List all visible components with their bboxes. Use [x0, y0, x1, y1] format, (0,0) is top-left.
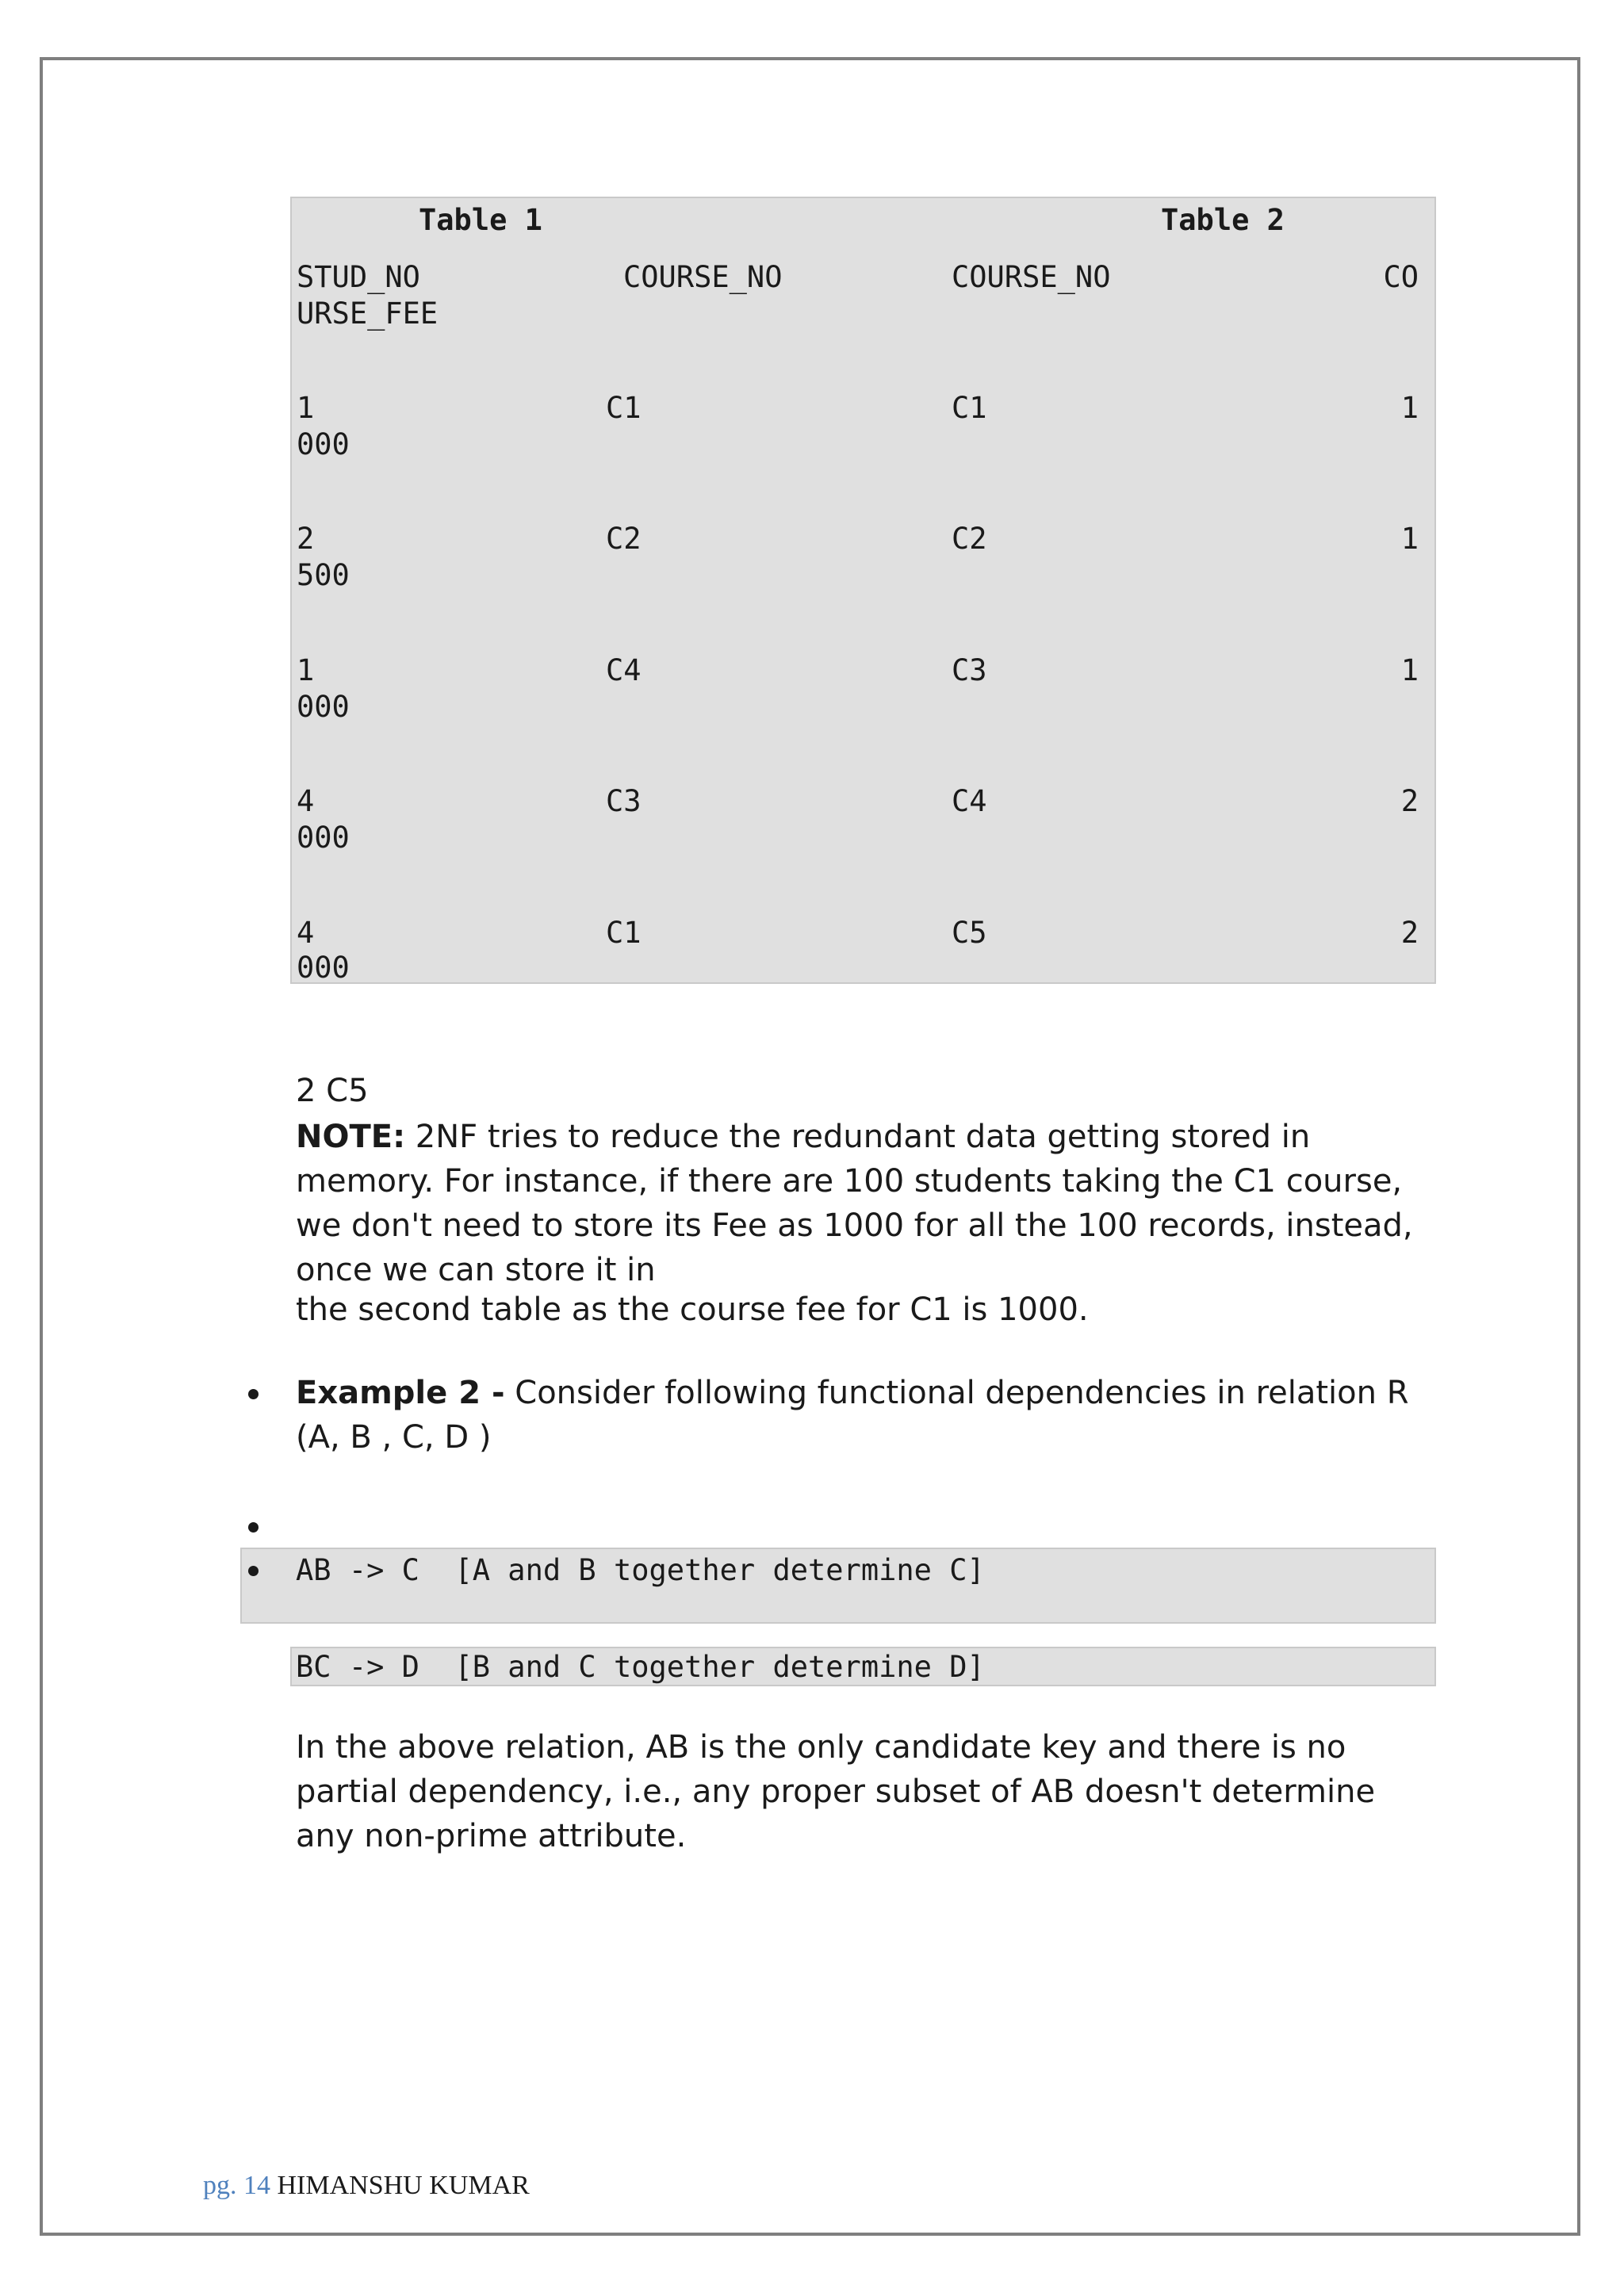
header-stud-no: STUD_NO: [297, 260, 420, 294]
row-2-course-no-2: C2: [952, 522, 987, 556]
code-line-1: AB -> C [A and B together determine C]: [296, 1553, 985, 1587]
bullet-code-line-1: [248, 1566, 259, 1576]
page-number: pg. 14: [203, 2171, 270, 2200]
page-footer: [203, 2171, 530, 2201]
example-label: Example 2 -: [296, 1375, 505, 1411]
bullet-empty: [248, 1522, 259, 1533]
example-paragraph: [296, 1371, 1438, 1460]
note-continued: the second table as the course fee for C1 is 1000.: [296, 1292, 1089, 1328]
bullet-example: [248, 1389, 259, 1399]
code-line-2: BC -> D [B and C together determine D]: [296, 1650, 985, 1684]
table1-title: Table 1: [419, 203, 542, 237]
note-label: NOTE:: [296, 1119, 406, 1155]
header-course-no-1: COURSE_NO: [623, 260, 783, 294]
row-1-course-no: C1: [606, 391, 642, 425]
example-text: Consider following functional dependencies in relation R (A, B , C, D ): [296, 1375, 1409, 1456]
row-5-course-no-2: C5: [952, 916, 987, 950]
row-2-course-no: C2: [606, 522, 642, 556]
row-4-stud-no: 4: [297, 784, 315, 818]
row-1-fee: 1: [1400, 391, 1419, 425]
row-5-stud-no: 4: [297, 916, 315, 950]
row-5-course-no: C1: [606, 916, 642, 950]
row-3-fee: 1: [1400, 653, 1419, 687]
row-3-course-no: C4: [606, 653, 642, 687]
row-2-fee: 1: [1400, 522, 1419, 556]
row-5-fee-wrap: 000: [297, 951, 350, 985]
row-1-course-no-2: C1: [952, 391, 987, 425]
row-1-fee-wrap: 000: [297, 427, 350, 461]
conclusion-paragraph: In the above relation, AB is the only candidate key and there is no partial dependency, i.e., any proper subset of AB doesn't determine any non-prime attribute.: [296, 1729, 1376, 1854]
stray-line: 2 C5: [296, 1073, 369, 1109]
row-4-fee-wrap: 000: [297, 821, 350, 855]
tables-code-block: [290, 197, 1436, 984]
header-course-no-2: COURSE_NO: [952, 260, 1111, 294]
row-3-course-no-2: C3: [952, 653, 987, 687]
note-text: 2NF tries to reduce the redundant data getting stored in memory. For instance, if there are 100 students taking the C1 course, we don't need to store its Fee as 1000 for all the 100 records, instead, once we can store it in: [296, 1119, 1413, 1288]
row-2-fee-wrap: 500: [297, 558, 350, 592]
footer-author: HIMANSHU KUMAR: [277, 2171, 530, 2200]
row-4-course-no-2: C4: [952, 784, 987, 818]
row-1-stud-no: 1: [297, 391, 315, 425]
row-4-course-no: C3: [606, 784, 642, 818]
note-paragraph: [296, 1115, 1438, 1292]
row-2-stud-no: 2: [297, 522, 315, 556]
table2-title: Table 2: [1161, 203, 1285, 237]
row-3-stud-no: 1: [297, 653, 315, 687]
row-5-fee: 2: [1400, 916, 1419, 950]
row-3-fee-wrap: 000: [297, 690, 350, 724]
header-course-fee-start: CO: [1383, 260, 1419, 294]
row-4-fee: 2: [1400, 784, 1419, 818]
header-course-fee-wrap: URSE_FEE: [297, 297, 439, 331]
